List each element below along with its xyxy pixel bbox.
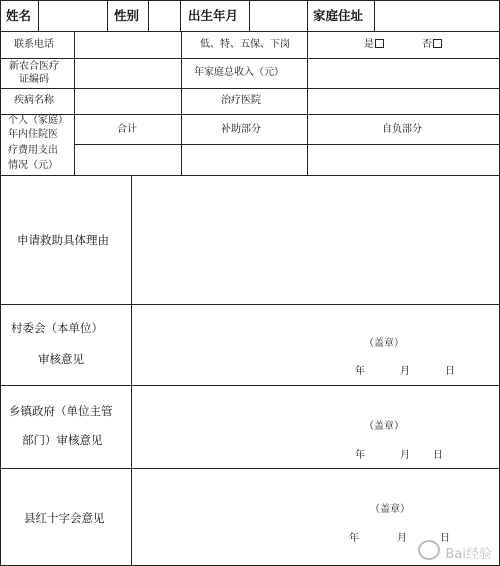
reason-label: 申请救助具体理由 <box>17 233 109 247</box>
self-pay-label: 自负部分 <box>382 124 422 135</box>
table-line <box>0 114 500 115</box>
table-line <box>74 31 75 175</box>
no-label: 否 <box>422 39 432 50</box>
no-checkbox[interactable] <box>433 39 442 48</box>
village-year: 年 <box>355 366 365 377</box>
table-line <box>374 0 375 31</box>
insurance-label-line1: 新农合医疗 <box>9 61 59 72</box>
table-line <box>0 31 500 32</box>
village-stamp: （盖章） <box>364 338 404 349</box>
table-line <box>38 0 39 31</box>
table-line <box>307 0 308 31</box>
birth-date-label: 出生年月 <box>188 8 239 23</box>
name-label: 姓名 <box>6 8 32 23</box>
table-line <box>0 88 500 89</box>
table-line <box>0 468 500 469</box>
hospital-label: 治疗医院 <box>221 95 261 106</box>
village-month: 月 <box>400 366 410 377</box>
table-line <box>307 114 308 175</box>
table-line <box>74 144 500 145</box>
yes-option <box>364 39 384 51</box>
township-label-line2: 部门）审核意见 <box>22 433 103 447</box>
table-line <box>307 31 308 114</box>
village-label-line2: 审核意见 <box>38 352 84 366</box>
table-line <box>0 385 500 386</box>
village-day: 日 <box>445 366 455 377</box>
table-line <box>131 175 132 566</box>
annual-income-label: 年家庭总收入（元） <box>194 67 284 78</box>
yes-label: 是 <box>364 39 374 50</box>
subsidy-label: 补助部分 <box>221 124 261 135</box>
disease-name-label: 疾病名称 <box>14 95 54 106</box>
table-line <box>0 0 1 566</box>
table-line <box>148 0 149 31</box>
table-line <box>107 0 108 31</box>
watermark-text: Bai经验 <box>445 547 492 562</box>
expense-label-line2: 年内住院医 <box>8 129 58 140</box>
expense-label-line4: 情况（元） <box>8 160 58 171</box>
red-cross-stamp: （盖章） <box>370 504 410 515</box>
table-line <box>0 0 500 1</box>
red-cross-label: 县红十字会意见 <box>24 511 105 525</box>
red-cross-year: 年 <box>349 533 359 544</box>
township-year: 年 <box>355 450 365 461</box>
expense-label-line1: 个人（家庭） <box>8 115 68 126</box>
home-address-label: 家庭住址 <box>313 8 364 23</box>
table-line <box>0 58 500 59</box>
no-option <box>422 39 442 51</box>
yes-checkbox[interactable] <box>375 39 384 48</box>
township-month: 月 <box>400 450 410 461</box>
table-line <box>0 304 500 305</box>
township-stamp: （盖章） <box>364 421 404 432</box>
table-line <box>180 0 181 31</box>
table-line <box>249 0 250 31</box>
watermark-paw-icon <box>418 540 440 560</box>
red-cross-month: 月 <box>397 533 407 544</box>
total-label: 合计 <box>117 124 137 135</box>
village-label-line1: 村委会（本单位） <box>11 321 103 335</box>
table-line <box>0 175 500 176</box>
township-label-line1: 乡镇政府（单位主管 <box>9 404 113 418</box>
expense-label-line3: 疗费用支出 <box>8 145 58 156</box>
insurance-label-line2: 证编码 <box>19 74 49 85</box>
township-day: 日 <box>433 450 443 461</box>
red-cross-day: 日 <box>440 533 450 544</box>
contact-phone-label: 联系电话 <box>14 39 54 50</box>
category-label: 低、特、五保、下岗 <box>200 39 290 50</box>
table-line <box>181 31 182 175</box>
gender-label: 性别 <box>114 8 140 23</box>
